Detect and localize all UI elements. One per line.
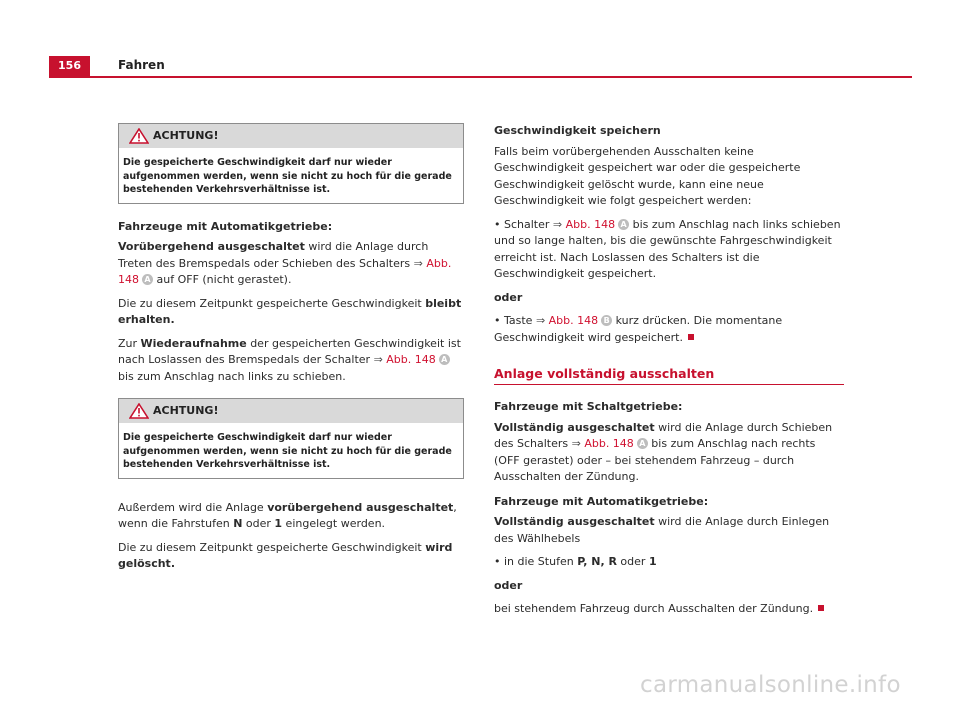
paragraph-resume: Zur Wiederaufnahme der gespeicherten Geschwindigkeit ist nach Loslassen des Bremspedals der Schalter ⇒ Abb. 148 A bis zum Anschlag nach links zu schieben. xyxy=(118,336,461,383)
warning-triangle-icon xyxy=(129,403,149,423)
paragraph-speed-kept: Die zu diesem Zeitpunkt gespeicherte Geschwindigkeit bleibt erhalten. xyxy=(118,296,462,326)
figure-reference-link[interactable]: Abb. 148 xyxy=(118,256,452,286)
figure-reference-link[interactable]: Abb. 148 xyxy=(584,437,634,450)
watermark: carmanualsonline.info xyxy=(640,672,901,698)
warning-box xyxy=(118,123,464,204)
oder-label: oder xyxy=(494,290,523,304)
warning-title: ACHTUNG! xyxy=(153,129,219,142)
paragraph-gears: Außerdem wird die Anlage vorübergehend ausgeschaltet, wenn die Fahrstufen N oder 1 eingelegt werden. xyxy=(118,500,457,530)
page-number: 156 xyxy=(49,56,90,76)
callout-b-icon: B xyxy=(601,315,612,326)
auto-heading: Fahrzeuge mit Automatikgetriebe: xyxy=(494,494,709,508)
oder-label: oder xyxy=(494,578,523,592)
bullet-switch: • Schalter ⇒ Abb. 148 A bis zum Anschlag nach links schieben und so lange halten, bis die gewünschte Fahrgeschwindigkeit erreicht ist. Nach Loslassen des Schalters ist die Geschwindigkeit gespeichert. xyxy=(494,217,841,280)
paragraph-manual-off: Vollständig ausgeschaltet wird die Anlage durch Schieben des Schalters ⇒ Abb. 148 A bis zum Anschlag nach rechts (OFF gerastet) oder – bei stehendem Fahrzeug – durch Ausschalten der Zündung. xyxy=(494,420,833,483)
warning-title: ACHTUNG! xyxy=(153,404,219,417)
paragraph-temporarily-off: Vorübergehend ausgeschaltet wird die Anlage durch Treten des Bremspedals oder Schieben des Schalters ⇒ Abb. 148 A auf OFF (nicht gerastet). xyxy=(118,240,452,286)
save-speed-heading: Geschwindigkeit speichern xyxy=(494,124,661,137)
figure-reference-link[interactable]: Abb. 148 xyxy=(548,314,599,327)
paragraph-ignition: bei stehendem Fahrzeug durch Ausschalten der Zündung. xyxy=(494,601,844,618)
manual-heading: Fahrzeuge mit Schaltgetriebe: xyxy=(494,400,683,413)
bullet-button: • Taste ⇒ Abb. 148 B kurz drücken. Die momentane Geschwindigkeit wird gespeichert. xyxy=(494,314,783,344)
callout-a-icon: A xyxy=(637,438,648,449)
paragraph-auto-off: Vollständig ausgeschaltet wird die Anlage durch Einlegen des Wählhebels xyxy=(494,515,830,545)
automatic-heading: Fahrzeuge mit Automatikgetriebe: xyxy=(118,219,333,233)
warning-header xyxy=(119,399,463,423)
callout-a-icon: A xyxy=(439,354,450,365)
warning-text: Die gespeicherte Geschwindigkeit darf nur wieder aufgenommen werden, wenn sie nicht zu hoch für die gerade bestehenden Verkehrsverhältnisse ist. xyxy=(123,432,452,470)
figure-reference-link[interactable]: Abb. 148 xyxy=(386,353,436,366)
callout-a-icon: A xyxy=(142,274,153,285)
right-column xyxy=(494,123,844,625)
end-of-section-icon xyxy=(818,605,824,611)
paragraph-speed-deleted: Die zu diesem Zeitpunkt gespeicherte Geschwindigkeit wird gelöscht. xyxy=(118,540,453,570)
figure-reference-link[interactable]: Abb. 148 xyxy=(565,217,616,231)
warning-text: Die gespeicherte Geschwindigkeit darf nur wieder aufgenommen werden, wenn sie nicht zu hoch für die gerade bestehenden Verkehrsverhältnisse ist. xyxy=(123,157,452,195)
save-intro: Falls beim vorübergehenden Ausschalten keine Geschwindigkeit gespeichert war oder die gespeicherte Geschwindigkeit gelöscht wurde, kann eine neue Geschwindigkeit wie folgt gespeichert werden: xyxy=(494,144,801,207)
left-column xyxy=(118,123,464,580)
callout-a-icon: A xyxy=(618,219,629,230)
running-title: Fahren xyxy=(118,58,165,72)
section-title: Anlage vollständig ausschalten xyxy=(494,366,844,385)
warning-triangle-icon xyxy=(129,128,149,148)
warning-header xyxy=(119,124,463,148)
bullet-gear-positions: • in die Stufen P, N, R oder 1 xyxy=(494,555,657,568)
warning-box xyxy=(118,398,464,479)
page-header xyxy=(49,56,912,78)
end-of-section-icon xyxy=(688,334,694,340)
